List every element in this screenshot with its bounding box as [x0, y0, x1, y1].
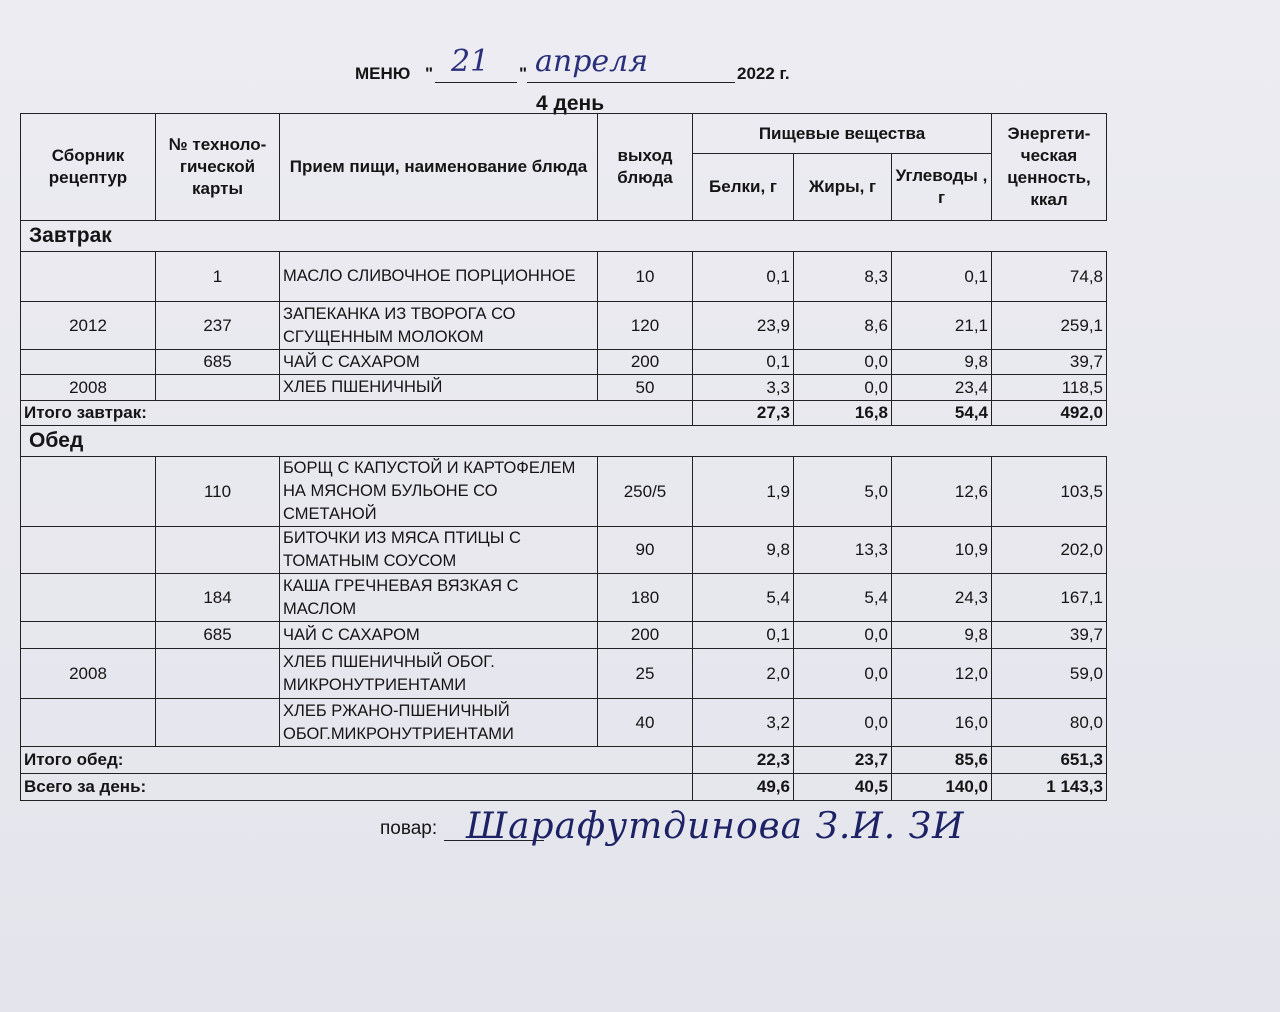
menu-table [20, 113, 1107, 801]
col-meal: Прием пищи, наименование блюда [280, 114, 598, 221]
cell-carbs: 9,8 [892, 350, 992, 375]
section-breakfast [21, 221, 1107, 252]
menu-title [355, 44, 815, 92]
cell-fats: 0,0 [794, 649, 892, 699]
table-row [21, 622, 1107, 649]
cell-card: 110 [156, 457, 280, 527]
total-carbs: 54,4 [892, 401, 992, 426]
total-energy: 651,3 [992, 747, 1107, 774]
cell-fats: 8,3 [794, 252, 892, 302]
cell-fats: 13,3 [794, 527, 892, 574]
cell-yield: 10 [598, 252, 693, 302]
cell-proteins: 3,2 [693, 699, 794, 747]
cell-card [156, 375, 280, 401]
cell-energy: 202,0 [992, 527, 1107, 574]
cell-energy: 259,1 [992, 302, 1107, 350]
cell-energy: 167,1 [992, 574, 1107, 622]
cell-collection [21, 574, 156, 622]
cell-name: КАША ГРЕЧНЕВАЯ ВЯЗКАЯ С МАСЛОМ [280, 574, 598, 622]
quote-close: " [519, 64, 528, 83]
cell-proteins: 0,1 [693, 350, 794, 375]
section-title: Обед [21, 426, 1107, 457]
cell-carbs: 9,8 [892, 622, 992, 649]
cell-yield: 50 [598, 375, 693, 401]
lunch-total-row [21, 747, 1107, 774]
cell-fats: 0,0 [794, 375, 892, 401]
cell-name: ЗАПЕКАНКА ИЗ ТВОРОГА СО СГУЩЕННЫМ МОЛОКОМ [280, 302, 598, 350]
table-row [21, 527, 1107, 574]
cell-energy: 103,5 [992, 457, 1107, 527]
cell-collection: 2008 [21, 649, 156, 699]
col-nutrients: Пищевые вещества [693, 114, 992, 154]
cell-fats: 5,0 [794, 457, 892, 527]
day-number: 4 день [536, 92, 605, 115]
day-total-energy: 1 143,3 [992, 774, 1107, 801]
cell-carbs: 23,4 [892, 375, 992, 401]
cell-fats: 8,6 [794, 302, 892, 350]
total-fats: 23,7 [794, 747, 892, 774]
cell-collection: 2012 [21, 302, 156, 350]
cell-collection [21, 622, 156, 649]
cell-fats: 0,0 [794, 350, 892, 375]
col-proteins: Белки, г [693, 154, 794, 221]
cell-proteins: 1,9 [693, 457, 794, 527]
day-total-label: Всего за день: [21, 774, 693, 801]
total-proteins: 22,3 [693, 747, 794, 774]
cell-yield: 180 [598, 574, 693, 622]
day-total-row [21, 774, 1107, 801]
cell-proteins: 23,9 [693, 302, 794, 350]
cell-name: МАСЛО СЛИВОЧНОЕ ПОРЦИОННОЕ [280, 252, 598, 302]
menu-year: 2022 г. [737, 64, 790, 83]
day-total-fats: 40,5 [794, 774, 892, 801]
total-energy: 492,0 [992, 401, 1107, 426]
cell-name: БОРЩ С КАПУСТОЙ И КАРТОФЕЛЕМ НА МЯСНОМ БУЛЬОНЕ СО СМЕТАНОЙ [280, 457, 598, 527]
cell-card [156, 527, 280, 574]
day-total-proteins: 49,6 [693, 774, 794, 801]
cell-name: ЧАЙ С САХАРОМ [280, 350, 598, 375]
cell-name: ХЛЕБ ПШЕНИЧНЫЙ ОБОГ. МИКРОНУТРИЕНТАМИ [280, 649, 598, 699]
cell-collection [21, 252, 156, 302]
cell-collection [21, 457, 156, 527]
table-header-row [21, 114, 1107, 154]
cell-card: 237 [156, 302, 280, 350]
cell-carbs: 16,0 [892, 699, 992, 747]
table-row [21, 574, 1107, 622]
cell-yield: 200 [598, 622, 693, 649]
cell-energy: 118,5 [992, 375, 1107, 401]
cell-energy: 80,0 [992, 699, 1107, 747]
cell-proteins: 2,0 [693, 649, 794, 699]
cell-collection [21, 350, 156, 375]
lunch-total-label: Итого обед: [21, 747, 693, 774]
cell-carbs: 21,1 [892, 302, 992, 350]
cell-name: БИТОЧКИ ИЗ МЯСА ПТИЦЫ С ТОМАТНЫМ СОУСОМ [280, 527, 598, 574]
cell-yield: 250/5 [598, 457, 693, 527]
cell-name: ХЛЕБ РЖАНО-ПШЕНИЧНЫЙ ОБОГ.МИКРОНУТРИЕНТАМИ [280, 699, 598, 747]
section-lunch [21, 426, 1107, 457]
cell-card: 1 [156, 252, 280, 302]
quote-open: " [425, 64, 434, 83]
cell-fats: 0,0 [794, 622, 892, 649]
col-tech-card: № техноло-гической карты [156, 114, 280, 221]
cell-card: 685 [156, 622, 280, 649]
col-carbs: Углеводы , г [892, 154, 992, 221]
cell-yield: 120 [598, 302, 693, 350]
table-row [21, 375, 1107, 401]
cell-fats: 0,0 [794, 699, 892, 747]
cell-carbs: 12,6 [892, 457, 992, 527]
cell-card: 685 [156, 350, 280, 375]
cell-card [156, 699, 280, 747]
cook-signature-block [380, 806, 1100, 870]
cell-energy: 39,7 [992, 622, 1107, 649]
col-collection: Сборник рецептур [21, 114, 156, 221]
cell-yield: 40 [598, 699, 693, 747]
section-title: Завтрак [21, 221, 1107, 252]
total-fats: 16,8 [794, 401, 892, 426]
cell-name: ХЛЕБ ПШЕНИЧНЫЙ [280, 375, 598, 401]
cell-proteins: 0,1 [693, 622, 794, 649]
day-total-carbs: 140,0 [892, 774, 992, 801]
cell-energy: 74,8 [992, 252, 1107, 302]
handwritten-month: апреля [535, 44, 649, 79]
cell-card [156, 649, 280, 699]
cell-fats: 5,4 [794, 574, 892, 622]
cell-carbs: 12,0 [892, 649, 992, 699]
breakfast-total-row [21, 401, 1107, 426]
cell-collection [21, 527, 156, 574]
cell-carbs: 0,1 [892, 252, 992, 302]
total-carbs: 85,6 [892, 747, 992, 774]
table-row [21, 649, 1107, 699]
cell-collection [21, 699, 156, 747]
cell-yield: 200 [598, 350, 693, 375]
menu-label: МЕНЮ [355, 64, 411, 83]
cook-label: повар: [380, 818, 438, 839]
cell-energy: 59,0 [992, 649, 1107, 699]
col-fats: Жиры, г [794, 154, 892, 221]
col-energy: Энергети-ческая ценность, ккал [992, 114, 1107, 221]
cell-energy: 39,7 [992, 350, 1107, 375]
cell-yield: 25 [598, 649, 693, 699]
cook-signature: Шарафутдинова З.И. ЗИ [466, 806, 965, 847]
cell-carbs: 10,9 [892, 527, 992, 574]
table-row [21, 699, 1107, 747]
breakfast-total-label: Итого завтрак: [21, 401, 693, 426]
cell-proteins: 3,3 [693, 375, 794, 401]
cell-card: 184 [156, 574, 280, 622]
cell-proteins: 0,1 [693, 252, 794, 302]
table-row [21, 457, 1107, 527]
cell-proteins: 5,4 [693, 574, 794, 622]
table-row [21, 350, 1107, 375]
table-row [21, 302, 1107, 350]
cell-collection: 2008 [21, 375, 156, 401]
cell-name: ЧАЙ С САХАРОМ [280, 622, 598, 649]
col-yield: выход блюда [598, 114, 693, 221]
total-proteins: 27,3 [693, 401, 794, 426]
cell-proteins: 9,8 [693, 527, 794, 574]
table-row [21, 252, 1107, 302]
handwritten-day: 21 [451, 44, 490, 79]
cell-yield: 90 [598, 527, 693, 574]
cell-carbs: 24,3 [892, 574, 992, 622]
